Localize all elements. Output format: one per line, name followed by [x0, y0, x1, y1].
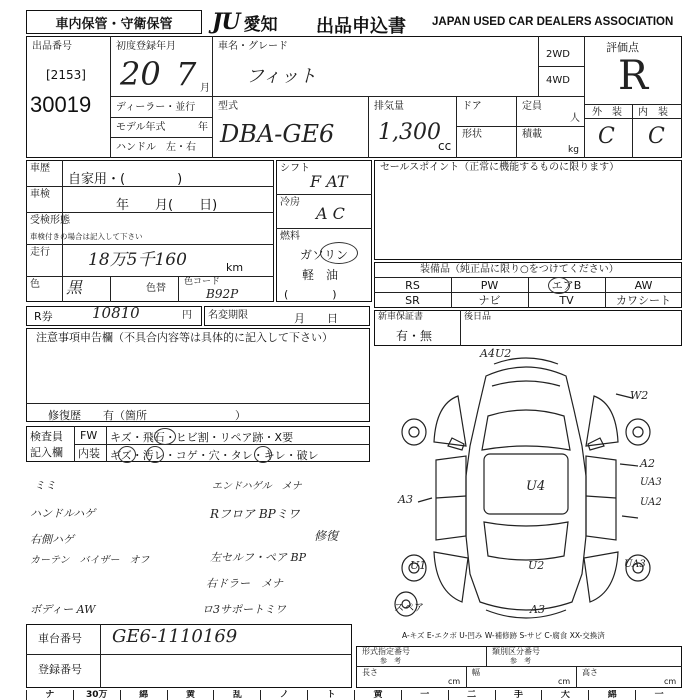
registration-number-label: 登録番号 [38, 663, 82, 676]
note-line: エンドハゲル メナ [212, 481, 302, 492]
drive-4wd: 4WD [546, 75, 570, 86]
strip-cell: 二 [448, 690, 495, 700]
spare-label: スペア [394, 603, 424, 614]
shape-label: 形状 [462, 129, 482, 140]
vehicle-name: フィット [246, 66, 317, 87]
ac-value: A C [316, 204, 345, 223]
strip-cell: 手 [495, 690, 542, 700]
damage-mark: UA2 [640, 497, 662, 508]
capacity-label: 定員 [522, 101, 542, 112]
transfer-label: 名変期限 [208, 310, 248, 321]
grid-line [26, 654, 352, 655]
ac-label: 冷房 [280, 197, 300, 208]
note-line: ロ3サポートミワ [202, 603, 286, 616]
repair-history: 修復歴 有（箇所 ） [48, 409, 246, 422]
load-label: 積載 [522, 129, 542, 140]
grid-line [451, 277, 452, 308]
shift-label: シフト [280, 163, 310, 174]
note-line: Rフロア BPミワ [210, 507, 300, 521]
damage-legend: A-キズ E-エクボ U-凹み W-補修跡 S-サビ C-腐食 XX-交換済 [402, 631, 605, 640]
equipment-item: RS [405, 278, 420, 292]
grid-line [538, 66, 584, 67]
displacement-value: 1,300 [378, 120, 441, 145]
storage-tag: 車内保管・守衛保管 [26, 10, 202, 34]
grid-line [576, 666, 577, 688]
exterior-grade: C [598, 124, 615, 149]
manual-label: 新車保証書 [378, 312, 424, 322]
inspection-label: 車検 [30, 189, 50, 200]
grid-line [356, 666, 682, 667]
form-title: 出品申込書 [316, 16, 406, 37]
strip-cell: 黄 [167, 690, 214, 700]
grid-line [26, 244, 274, 245]
color-value: 黒 [66, 278, 83, 297]
strip-cell: 綿 [120, 690, 167, 700]
bottom-strip [26, 690, 682, 700]
damage-mark: UA3 [640, 477, 662, 488]
grid-line [486, 646, 487, 666]
circle-mark [254, 446, 272, 463]
strip-cell: ノ [260, 690, 307, 700]
chassis-number: GE6-1110169 [112, 626, 238, 647]
grid-line [605, 277, 606, 308]
model-year-label: モデル年式 [116, 122, 166, 133]
strip-cell: 綿 [588, 690, 635, 700]
damage-mark: UA3 [624, 559, 646, 570]
dealer-label: ディーラー・並行 [116, 102, 196, 113]
note-line: ボディー AW [30, 603, 96, 616]
mileage-value: 18万5千160 [88, 250, 187, 270]
model-year-unit: 年 [198, 122, 208, 133]
drive-2wd: 2WD [546, 49, 570, 60]
logo-mark: JU [212, 9, 240, 35]
interior-label: 内 装 [638, 107, 668, 118]
fw-label: FW [80, 429, 98, 442]
grid-line [110, 96, 584, 97]
note-line: 右ドラー メナ [206, 577, 283, 590]
manual-value: 有・無 [396, 329, 433, 343]
grid-line [212, 36, 213, 158]
notes-title: 注意事項申告欄（不具合内容等は具体的に記入して下さい） [36, 331, 333, 344]
grid-line [584, 104, 682, 105]
circle-mark [548, 277, 570, 294]
damage-mark: A4U2 [480, 347, 512, 360]
fuel-diesel: 軽 油 [302, 268, 339, 282]
circle-mark [154, 428, 176, 445]
handle-label: ハンドル 左・右 [116, 142, 196, 153]
grid-line [276, 194, 372, 195]
damage-mark: A3 [530, 603, 545, 616]
damage-mark: U2 [528, 559, 545, 572]
registration-month: 7 [176, 55, 197, 93]
equipment-item: ナビ [478, 294, 501, 307]
score-value: R [618, 53, 649, 99]
form-note: 車検付きの場合は記入して下さい [30, 232, 143, 241]
capacity-unit: 人 [570, 113, 580, 124]
damage-mark: W2 [630, 389, 649, 402]
interior-items: ギズ・汚レ・コゲ・穴・タレ・キレ・破レ [110, 449, 319, 462]
repaint-label: 色替 [146, 283, 166, 294]
equipment-item: SR [405, 293, 420, 307]
grid-line [110, 276, 111, 302]
lot-label: 出品番号 [32, 41, 72, 52]
strip-cell: ト [307, 690, 354, 700]
strip-cell: 一 [401, 690, 448, 700]
association-name: JAPAN USED CAR DEALERS ASSOCIATION [432, 16, 674, 28]
form-label: 受検形態 [30, 215, 70, 226]
displacement-label: 排気量 [374, 101, 404, 112]
exterior-label: 外 装 [592, 107, 622, 118]
strip-cell: 大 [541, 690, 588, 700]
equipment-item: AW [634, 278, 653, 292]
color-code-label: 色コード [184, 277, 221, 287]
mileage-unit: km [226, 261, 244, 274]
grid-line [456, 126, 584, 127]
org-name: 愛知 [243, 14, 278, 35]
fw-items: キズ・飛石・ヒビ割・リペア跡・X要 [110, 431, 294, 444]
grid-line [516, 96, 517, 158]
inspector-label: 検査員 [30, 430, 63, 443]
grid-line [460, 310, 461, 346]
strip-cell: ナ [26, 690, 73, 700]
grid-line [110, 117, 212, 118]
registration-month-unit: 月 [200, 83, 210, 94]
shape-ref-small: 参 考 [380, 657, 401, 665]
selling-points-title: セールスポイント（正常に機能するものに限ります） [380, 162, 620, 173]
grid-line [74, 426, 75, 462]
registration-year: 20 [120, 55, 161, 93]
displacement-unit: cc [438, 139, 452, 153]
note-line: ミミ [34, 479, 56, 492]
grid-line [528, 277, 529, 308]
history-value: 自家用・( ) [68, 172, 183, 187]
grid-line [276, 228, 372, 229]
note-line: ハンドルハゲ [30, 507, 96, 520]
damage-mark: U1 [410, 559, 427, 572]
recycle-value: 10810 [92, 304, 140, 322]
length-label: 長さ [362, 668, 378, 677]
registration-label: 初度登録年月 [116, 41, 176, 52]
load-unit: kg [568, 145, 579, 155]
shape-ref-label: 形式指定番号 [362, 647, 410, 656]
equipment-item: エアB [551, 279, 582, 292]
strip-cell: 黄 [354, 690, 401, 700]
fuel-other: ( ) [284, 288, 337, 301]
length-unit: cm [448, 677, 461, 686]
model-label: 型式 [218, 101, 238, 112]
grid-line [110, 36, 111, 158]
grid-line [466, 666, 467, 688]
inspection-value: 年 月( 日) [116, 198, 218, 213]
height-label: 高さ [582, 668, 598, 677]
grid-line [26, 276, 274, 277]
grid-line [584, 36, 585, 158]
grid-line [368, 96, 369, 158]
vehicle-name-label: 車名・グレード [218, 41, 288, 52]
ref-number: [2153] [46, 68, 86, 82]
fuel-label: 燃料 [280, 231, 300, 242]
color-code: B92P [206, 287, 239, 301]
width-unit: cm [558, 677, 571, 686]
grid-line [110, 137, 212, 138]
model-code: DBA-GE6 [220, 120, 335, 148]
equipment-item: TV [559, 293, 574, 307]
score-label: 評価点 [606, 41, 639, 54]
grid-line [456, 96, 457, 158]
note-line: 左セルフ・ペア BP [210, 551, 306, 564]
lot-number: 30019 [30, 92, 92, 117]
equipment-item: PW [480, 278, 499, 292]
mileage-label: 走行 [30, 247, 50, 258]
height-unit: cm [664, 677, 677, 686]
recycle-label: R券 [34, 310, 53, 323]
note-line: カーテン バイザー オフ [30, 555, 150, 566]
transfer-value: 月 日 [294, 312, 338, 325]
strip-cell: 乱 [213, 690, 260, 700]
circle-mark [146, 446, 164, 463]
equipment-item: カワシート [616, 294, 671, 307]
grid-line [100, 624, 101, 688]
grid-line [584, 118, 682, 119]
width-label: 幅 [472, 668, 480, 677]
grid-line [26, 403, 370, 404]
note-line: 右側ハゲ [30, 533, 74, 546]
door-label: ドア [462, 101, 482, 112]
history-label: 車歴 [30, 163, 50, 174]
ju-logo [212, 10, 278, 34]
strip-cell: 一 [635, 690, 682, 700]
interior-grade: C [648, 124, 665, 149]
circle-mark [118, 446, 136, 463]
selling-points-block [374, 160, 682, 260]
fuel-gasoline: ガソリン [300, 248, 349, 262]
damage-mark: A2 [640, 457, 655, 470]
fuel-gasoline-circle [320, 242, 358, 264]
class-ref-label: 類別区分番号 [492, 647, 540, 656]
damage-mark: U4 [526, 479, 546, 494]
interior-items-label: 内装 [78, 447, 100, 460]
rear-items-label: 後日品 [464, 312, 492, 322]
equipment-title: 装備品（純正品に限り○をつけてください） [420, 264, 619, 275]
shift-value: F AT [310, 172, 348, 191]
color-label: 色 [30, 279, 40, 290]
class-ref-small: 参 考 [510, 657, 531, 665]
grid-line [106, 426, 107, 462]
note-line: 修復 [314, 529, 339, 543]
damage-mark: A3 [398, 493, 413, 506]
recycle-unit: 円 [182, 310, 192, 321]
grid-line [632, 104, 633, 158]
grid-line [178, 276, 179, 302]
strip-cell: 30万 [73, 690, 120, 700]
inspector-label-2: 記入欄 [30, 446, 63, 459]
chassis-label: 車台番号 [38, 632, 82, 645]
